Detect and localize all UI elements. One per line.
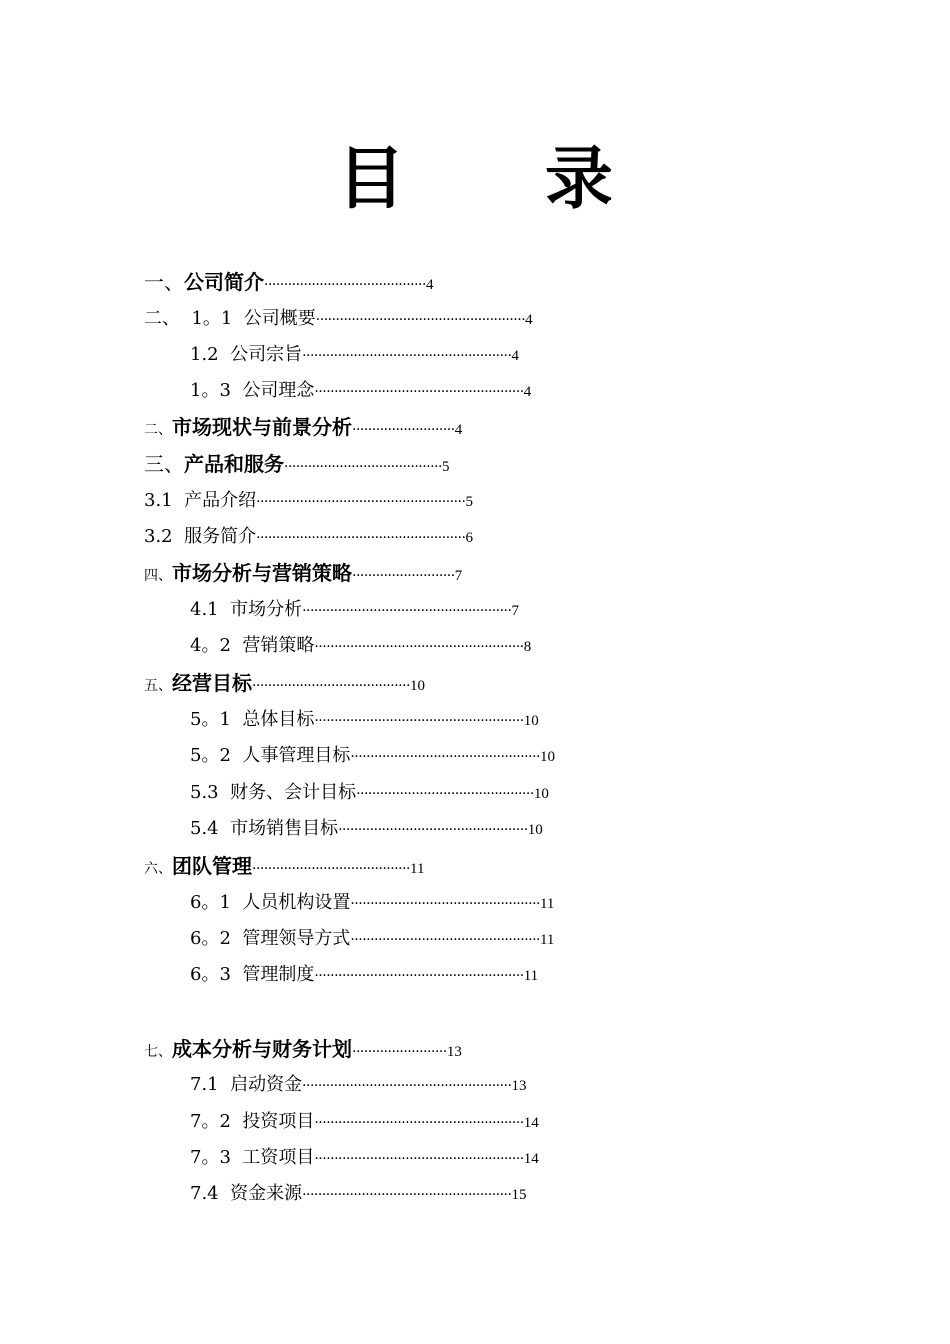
toc-label: 1。3 公司理念 xyxy=(190,380,315,401)
toc-leader: ····················································· xyxy=(302,603,512,619)
toc-page-number: 11 xyxy=(410,861,425,877)
toc-label: 5.3 财务、会计目标 xyxy=(190,782,357,803)
toc-leader: ················································ xyxy=(350,896,540,912)
toc-entry-22[interactable] xyxy=(190,1071,526,1100)
toc-entry-18[interactable] xyxy=(190,889,554,918)
toc-leader: ····················································· xyxy=(302,348,512,364)
toc-page-number: 10 xyxy=(533,786,549,802)
toc-page-number: 10 xyxy=(527,822,543,838)
toc-entry-17[interactable] xyxy=(144,852,424,883)
toc-label: 5。2 人事管理目标 xyxy=(190,745,351,766)
toc-entry-15[interactable] xyxy=(190,779,549,808)
toc-page-number: 4 xyxy=(425,277,434,293)
toc-entry-12[interactable] xyxy=(144,669,425,700)
toc-page-number: 11 xyxy=(539,896,555,912)
toc-label: 1.2 公司宗旨 xyxy=(190,344,303,365)
toc-label: 5.4 市场销售目标 xyxy=(190,818,339,839)
toc-label: 4.1 市场分析 xyxy=(190,599,303,620)
toc-page-number: 4 xyxy=(454,422,463,438)
toc-entry-25[interactable] xyxy=(190,1180,526,1209)
toc-label: 6。1 人员机构设置 xyxy=(190,892,351,913)
toc-label: 7.1 启动资金 xyxy=(190,1074,303,1095)
toc-label: 市场分析与营销策略 xyxy=(172,561,352,585)
toc-leader: ····················································· xyxy=(256,530,466,546)
toc-entry-11[interactable] xyxy=(190,632,531,661)
page-title: 目 录 xyxy=(337,140,671,219)
toc-leader: ········································ xyxy=(252,678,411,694)
toc-page-number: 11 xyxy=(523,968,539,984)
toc-leader: ····················································· xyxy=(302,1187,512,1203)
toc-prefix: 五、 xyxy=(144,678,172,694)
toc-label: 5。1 总体目标 xyxy=(190,709,315,730)
toc-label: 公司简介 xyxy=(184,270,264,294)
toc-page-number: 11 xyxy=(539,932,555,948)
toc-label: 成本分析与财务计划 xyxy=(172,1037,352,1061)
toc-entry-14[interactable] xyxy=(190,742,555,771)
toc-label: 经营目标 xyxy=(172,671,252,695)
toc-prefix: 六、 xyxy=(144,861,172,877)
toc-leader: ················································ xyxy=(338,822,528,838)
toc-leader: ····················································· xyxy=(302,1078,512,1094)
toc-page-number: 4 xyxy=(511,348,519,364)
toc-label: 4。2 营销策略 xyxy=(190,635,315,656)
toc-leader: ················································ xyxy=(350,932,540,948)
toc-label: 7。3 工资项目 xyxy=(190,1147,315,1168)
toc-entry-5[interactable] xyxy=(144,413,462,444)
toc-entry-2[interactable] xyxy=(144,305,533,334)
toc-page-number: 15 xyxy=(511,1187,527,1203)
toc-leader: ····················································· xyxy=(256,494,466,510)
toc-leader: ········································· xyxy=(264,277,426,293)
toc-prefix: 二、 xyxy=(144,422,172,438)
toc-prefix: 四、 xyxy=(144,568,172,584)
toc-entry-3[interactable] xyxy=(190,341,519,370)
toc-leader: ····················································· xyxy=(314,639,524,655)
toc-label: 7。2 投资项目 xyxy=(190,1111,315,1132)
toc-page-number: 4 xyxy=(525,312,533,328)
toc-entry-6[interactable] xyxy=(144,450,450,481)
toc-entry-16[interactable] xyxy=(190,815,543,844)
toc-entry-9[interactable] xyxy=(144,559,462,590)
toc-page-number: 5 xyxy=(465,494,473,510)
toc-leader: ·························· xyxy=(352,568,455,584)
toc-entry-13[interactable] xyxy=(190,706,539,735)
toc-label: 团队管理 xyxy=(172,854,252,878)
toc-page-number: 14 xyxy=(523,1151,539,1167)
toc-leader: ····················································· xyxy=(314,968,524,984)
toc-label: 3.2 服务简介 xyxy=(144,526,257,547)
toc-entry-23[interactable] xyxy=(190,1108,539,1137)
toc-leader: ················································ xyxy=(350,749,540,765)
toc-entry-10[interactable] xyxy=(190,596,519,625)
toc-leader: ····················································· xyxy=(314,713,524,729)
toc-prefix: 一、 xyxy=(144,270,184,294)
toc-page-number: 4 xyxy=(523,384,532,400)
toc-page-number: 6 xyxy=(465,530,473,546)
toc-leader: ············································· xyxy=(356,786,534,802)
toc-page-number: 7 xyxy=(511,603,519,619)
toc-leader: ····················································· xyxy=(315,312,526,328)
toc-leader: ························ xyxy=(352,1044,447,1060)
toc-page-number: 10 xyxy=(410,678,426,694)
toc-page-number: 5 xyxy=(442,459,450,475)
toc-label: 3.1 产品介绍 xyxy=(144,490,257,511)
toc-prefix: 三、 xyxy=(144,452,184,476)
toc-entry-20[interactable] xyxy=(190,961,538,990)
toc-entry-8[interactable] xyxy=(144,523,473,552)
toc-page-number: 10 xyxy=(539,749,555,765)
toc-leader: ········································ xyxy=(252,861,411,877)
toc-label: 市场现状与前景分析 xyxy=(172,415,352,439)
toc-leader: ····················································· xyxy=(314,1151,524,1167)
toc-label: 产品和服务 xyxy=(184,452,284,476)
toc-page-number: 13 xyxy=(446,1044,462,1060)
toc-leader: ····················································· xyxy=(314,1115,524,1131)
toc-entry-24[interactable] xyxy=(190,1144,539,1173)
toc-label: 7.4 资金来源 xyxy=(190,1183,303,1204)
toc-leader: ····················································· xyxy=(314,384,524,400)
toc-page-number: 7 xyxy=(454,568,463,584)
toc-page-number: 10 xyxy=(523,713,539,729)
toc-prefix: 二、 xyxy=(144,308,180,329)
toc-page-number: 14 xyxy=(523,1115,539,1131)
toc-entry-21[interactable] xyxy=(144,1035,462,1066)
toc-entry-19[interactable] xyxy=(190,925,554,954)
toc-label: 1。1 公司概要 xyxy=(180,308,316,329)
toc-entry-4[interactable] xyxy=(190,377,531,406)
toc-entry-1[interactable] xyxy=(144,268,433,299)
toc-label: 6。2 管理领导方式 xyxy=(190,928,351,949)
toc-page-number: 8 xyxy=(523,639,532,655)
toc-leader: ·························· xyxy=(352,422,455,438)
toc-label: 6。3 管理制度 xyxy=(190,964,315,985)
toc-prefix: 七、 xyxy=(144,1044,172,1060)
toc-leader: ········································ xyxy=(284,459,443,475)
toc-entry-7[interactable] xyxy=(144,487,473,516)
toc-page-number: 13 xyxy=(511,1078,527,1094)
